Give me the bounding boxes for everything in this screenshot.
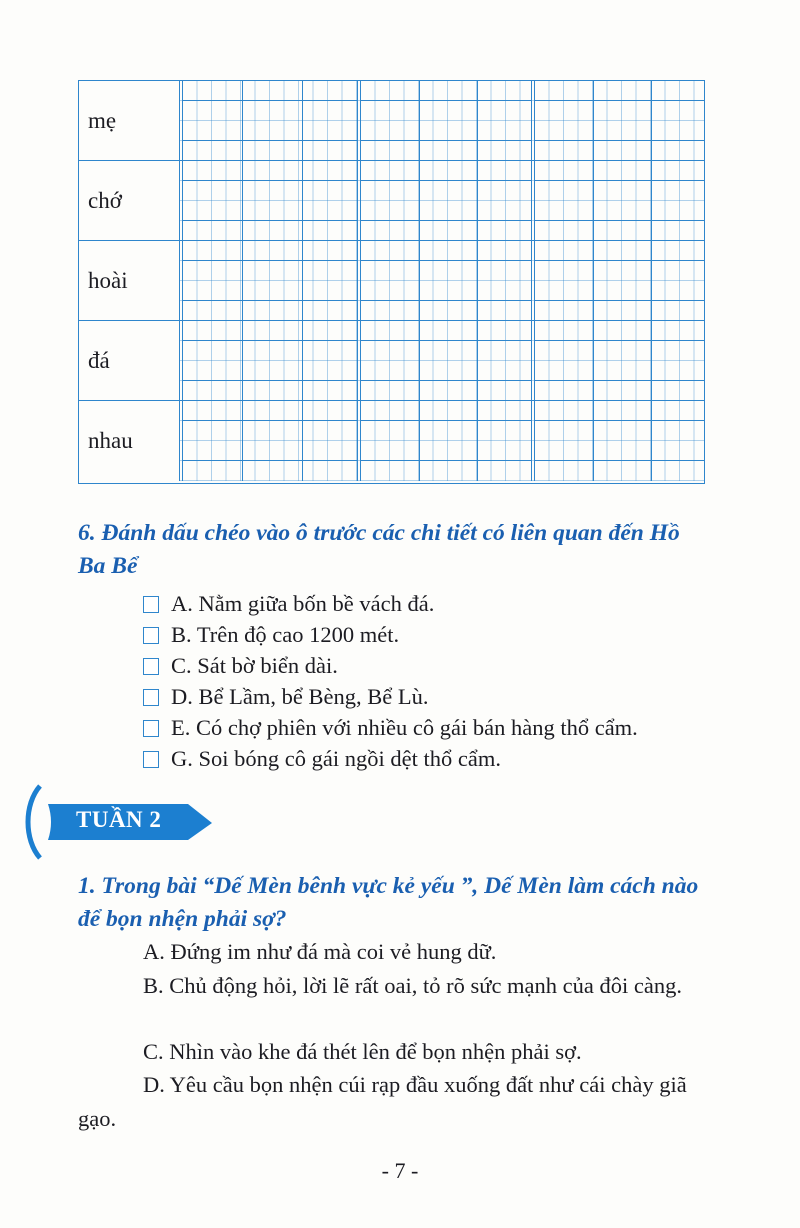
writing-grid-cell[interactable] (179, 81, 357, 160)
practice-word: nhau (88, 428, 133, 453)
week-label: TUẦN 2 (76, 807, 162, 832)
question-1-option: C. Nhìn vào khe đá thét lên để bọn nhện phải sợ. (143, 1039, 582, 1064)
writing-grid-cell[interactable] (357, 401, 531, 481)
writing-grid-cell[interactable] (531, 241, 705, 320)
writing-grid-cell[interactable] (179, 161, 357, 240)
table-row (79, 401, 704, 481)
answer-checkbox[interactable] (143, 596, 159, 613)
practice-word: chớ (88, 187, 122, 213)
question-1-option: A. Đứng im như đá mà coi vẻ hung dữ. (143, 939, 497, 964)
question-6-option (143, 713, 638, 743)
option-text: E. Có chợ phiên với nhiều cô gái bán hàng thổ cẩm. (171, 715, 638, 740)
question-6-option (143, 682, 428, 712)
question-1-option: B. Chủ động hỏi, lời lẽ rất oai, tỏ rõ sức mạnh của đôi càng. (143, 973, 682, 998)
practice-word: hoài (88, 267, 128, 293)
writing-grid-cell[interactable] (531, 321, 705, 400)
writing-grid-cell[interactable] (531, 161, 705, 240)
week-banner (22, 782, 232, 862)
handwriting-practice-table (78, 80, 705, 484)
question-6-title: 6. Đánh dấu chéo vào ô trước các chi tiết có liên quan đến Hồ Ba Bể (78, 520, 680, 579)
writing-grid-cell[interactable] (357, 161, 531, 240)
option-text: B. Trên độ cao 1200 mét. (171, 622, 400, 647)
question-6-option (143, 620, 399, 650)
option-text: C. Sát bờ biển dài. (171, 653, 338, 678)
writing-grid-cell[interactable] (179, 241, 357, 320)
answer-checkbox[interactable] (143, 658, 159, 675)
question-1-title: 1. Trong bài “Dế Mèn bênh vực kẻ yếu ”, Dế Mèn làm cách nào để bọn nhện phải sợ? (78, 873, 699, 932)
answer-checkbox[interactable] (143, 627, 159, 644)
writing-grid-cell[interactable] (357, 81, 531, 160)
writing-grid-cell[interactable] (531, 81, 705, 160)
option-text: D. Bể Lầm, bể Bèng, Bể Lù. (171, 684, 429, 709)
table-row (79, 161, 704, 241)
answer-checkbox[interactable] (143, 720, 159, 737)
answer-checkbox[interactable] (143, 751, 159, 768)
practice-word: đá (88, 347, 110, 373)
question-6-option (143, 651, 338, 681)
question-1-option: D. Yêu cầu bọn nhện cúi rạp đầu xuống đất như cái chày giã gạo. (78, 1072, 687, 1131)
writing-grid-cell[interactable] (179, 401, 357, 481)
page-number: - 7 - (381, 1158, 419, 1183)
writing-grid-cell[interactable] (357, 321, 531, 400)
table-row (79, 321, 704, 401)
practice-word: mẹ (88, 107, 117, 133)
question-6-option (143, 744, 501, 774)
table-row (79, 241, 704, 321)
question-6-option (143, 589, 434, 619)
option-text: G. Soi bóng cô gái ngồi dệt thổ cẩm. (171, 746, 501, 771)
writing-grid-cell[interactable] (531, 401, 705, 481)
option-text: A. Nằm giữa bốn bề vách đá. (171, 591, 435, 616)
writing-grid-cell[interactable] (179, 321, 357, 400)
answer-checkbox[interactable] (143, 689, 159, 706)
writing-grid-cell[interactable] (357, 241, 531, 320)
table-row (79, 81, 704, 161)
